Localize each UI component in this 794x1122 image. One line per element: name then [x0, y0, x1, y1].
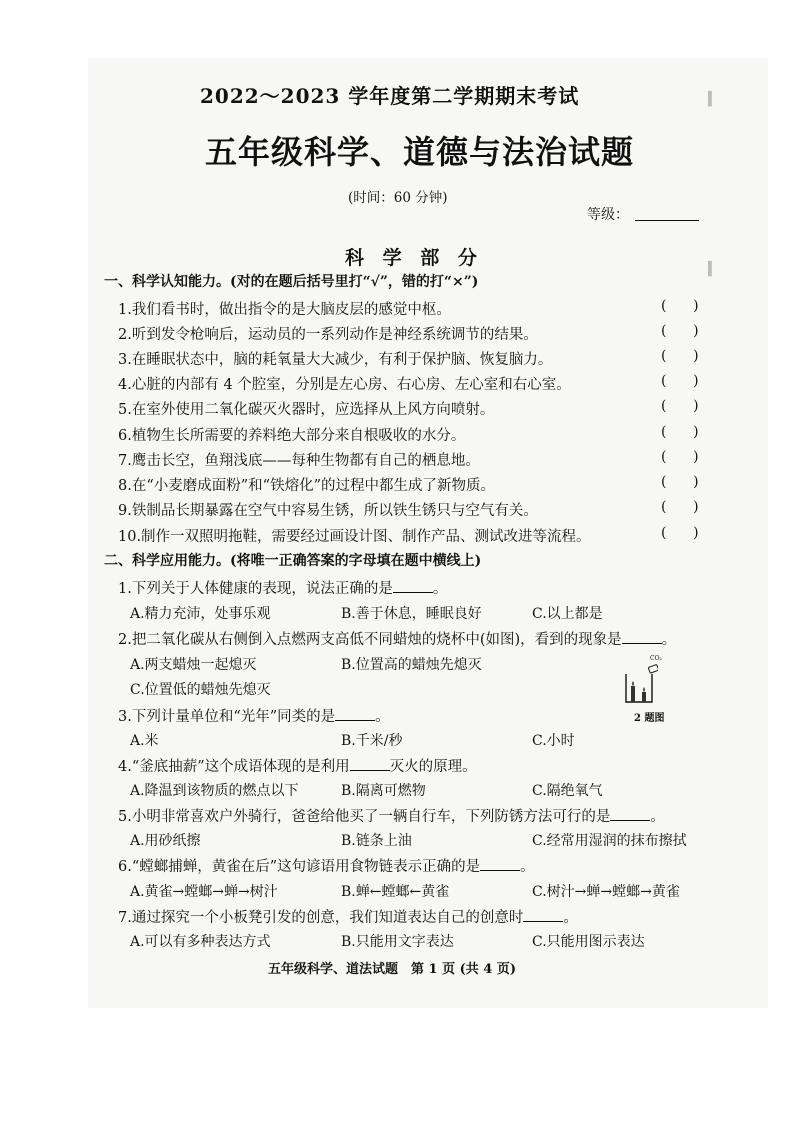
answer-blank[interactable]	[622, 629, 662, 644]
option-c: C.只能用图示表达	[532, 934, 645, 950]
figure-caption: 2 题图	[634, 713, 665, 724]
true-false-item: 4.心脏的内部有 4 个腔室，分别是左心房、右心房、左心室和右心室。	[118, 377, 571, 393]
answer-blank[interactable]	[393, 578, 433, 593]
page-footer: 五年级科学、道法试题 第 1 页 (共 4 页)	[268, 962, 517, 977]
true-false-item: 2.听到发令枪响后，运动员的一系列动作是神经系统调节的结果。	[118, 327, 538, 343]
co2-label: CO₂	[650, 655, 662, 662]
answer-parens[interactable]: ( )	[661, 323, 699, 339]
option-c: C.树汁→蝉→螳螂→黄雀	[532, 884, 680, 900]
question-2	[118, 628, 676, 649]
option-b: B.蝉←螳螂←黄雀	[341, 884, 450, 900]
beaker-candles-figure	[622, 664, 658, 704]
time-note: (时间：60 分钟)	[348, 190, 448, 206]
option-a: A.米	[130, 733, 159, 749]
part1-heading: 一、科学认知能力。(对的在题后括号里打“√”，错的打“×”)	[104, 274, 479, 290]
option-a: A.两支蜡烛一起熄灭	[130, 657, 257, 673]
question-5	[118, 805, 665, 826]
true-false-item: 10.制作一双照明拖鞋，需要经过画设计图、制作产品、测试改进等流程。	[118, 529, 591, 545]
option-b: B.链条上油	[341, 833, 412, 849]
true-false-item: 6.植物生长所需要的养料绝大部分来自根吸收的水分。	[118, 428, 466, 444]
answer-parens[interactable]: ( )	[661, 373, 699, 389]
question-stem: 6.“螳螂捕蝉，黄雀在后”这句谚语用食物链表示正确的是	[118, 859, 481, 875]
answer-parens[interactable]: ( )	[661, 449, 699, 465]
question-3	[118, 705, 390, 726]
question-end: 。	[432, 581, 448, 597]
true-false-item: 3.在睡眠状态中，脑的耗氧量大大减少，有利于保护脑、恢复脑力。	[118, 352, 553, 368]
question-stem: 5.小明非常喜欢户外骑行，爸爸给他买了一辆自行车，下列防锈方法可行的是	[118, 809, 611, 825]
question-stem: 1.下列关于人体健康的表现，说法正确的是	[118, 581, 393, 597]
answer-parens[interactable]: ( )	[661, 424, 699, 440]
part2-heading: 二、科学应用能力。(将唯一正确答案的字母填在题中横线上)	[104, 553, 482, 569]
answer-parens[interactable]: ( )	[661, 499, 699, 515]
answer-blank[interactable]	[480, 856, 520, 871]
answer-blank[interactable]	[610, 806, 650, 821]
true-false-item: 9.铁制品长期暴露在空气中容易生锈，所以铁生锈只与空气有关。	[118, 503, 538, 519]
option-b: B.位置高的蜡烛先熄灭	[341, 657, 482, 673]
option-a: A.精力充沛，处事乐观	[130, 606, 271, 622]
option-b: B.只能用文字表达	[341, 934, 454, 950]
option-c: C.位置低的蜡烛先熄灭	[130, 682, 271, 698]
option-b: B.千米/秒	[341, 733, 403, 749]
question-stem: 2.把二氧化碳从右侧倒入点燃两支高低不同蜡烛的烧杯中(如图)，看到的现象是	[118, 632, 622, 648]
option-a: A.降温到该物质的燃点以下	[130, 783, 299, 799]
answer-parens[interactable]: ( )	[661, 474, 699, 490]
option-c: C.小时	[532, 733, 575, 749]
grade-label: 等级：	[587, 207, 629, 223]
question-1	[118, 577, 447, 598]
grade-blank[interactable]	[635, 220, 699, 221]
answer-parens[interactable]: ( )	[661, 348, 699, 364]
question-end: 。	[661, 632, 677, 648]
answer-parens[interactable]: ( )	[661, 398, 699, 414]
bleed-through-mark: ▍	[708, 92, 718, 107]
section-title: 科 学 部 分	[345, 247, 483, 269]
answer-blank[interactable]	[350, 756, 390, 771]
option-b: B.隔离可燃物	[341, 783, 426, 799]
question-stem-end: 灭火的原理。	[389, 759, 477, 775]
question-6	[118, 855, 535, 876]
true-false-item: 7.鹰击长空，鱼翔浅底——每种生物都有自己的栖息地。	[118, 453, 480, 469]
question-stem: 3.下列计量单位和“光年”同类的是	[118, 709, 336, 725]
option-b: B.善于休息，睡眠良好	[341, 606, 482, 622]
answer-blank[interactable]	[523, 907, 563, 922]
true-false-item: 8.在“小麦磨成面粉”和“铁熔化”的过程中都生成了新物质。	[118, 478, 495, 494]
answer-parens[interactable]: ( )	[661, 298, 699, 314]
question-stem: 7.通过探究一个小板凳引发的创意，我们知道表达自己的创意时	[118, 910, 524, 926]
question-4	[118, 755, 477, 776]
exam-title: 2022～2023 学年度第二学期期末考试	[200, 84, 580, 108]
answer-blank[interactable]	[335, 706, 375, 721]
option-a: A.用砂纸擦	[130, 833, 201, 849]
bleed-through-mark: ▍	[708, 262, 718, 277]
option-c: C.经常用湿润的抹布擦拭	[532, 833, 687, 849]
true-false-item: 1.我们看书时，做出指令的是大脑皮层的感觉中枢。	[118, 302, 451, 318]
option-a: A.黄雀→螳螂→蝉→树汁	[130, 884, 278, 900]
question-stem: 4.“釜底抽薪”这个成语体现的是利用	[118, 759, 350, 775]
option-a: A.可以有多种表达方式	[130, 934, 271, 950]
true-false-item: 5.在室外使用二氧化碳灭火器时，应选择从上风方向喷射。	[118, 402, 495, 418]
question-end: 。	[375, 709, 390, 725]
question-end: 。	[563, 910, 578, 926]
question-end: 。	[520, 859, 535, 875]
option-c: C.隔绝氧气	[532, 783, 603, 799]
answer-parens[interactable]: ( )	[661, 525, 699, 541]
question-end: 。	[650, 809, 665, 825]
option-c: C.以上都是	[532, 606, 603, 622]
subject-title: 五年级科学、道德与法治试题	[205, 133, 635, 171]
question-7	[118, 906, 578, 927]
